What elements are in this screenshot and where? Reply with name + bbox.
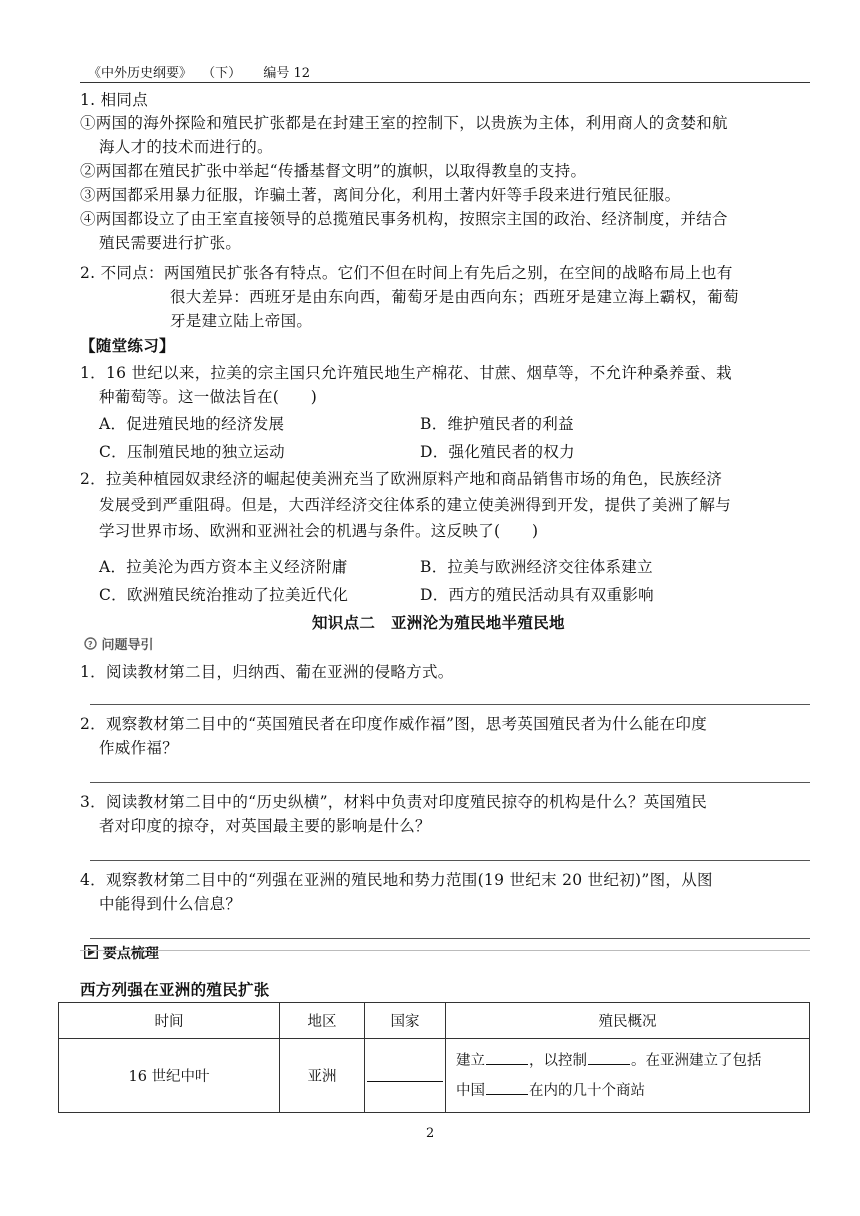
guide-label <box>84 634 154 654</box>
summary-label <box>84 943 159 963</box>
same-p2: ②两国都在殖民扩张中举起“传播基督文明”的旗帜，以取得教皇的支持。 <box>80 162 587 180</box>
q2-option-d[interactable]: D．西方的殖民活动具有双重影响 <box>420 586 654 604</box>
summary-title: 要点梳理 <box>102 946 159 962</box>
detail-a1: 建立 <box>456 1052 485 1069</box>
guide-q3a: 3．阅读教材第二目中的“历史纵横”，材料中负责对印度殖民掠夺的机构是什么？英国殖民 <box>80 793 708 811</box>
detail-b2: 在内的几十个商站 <box>529 1082 645 1099</box>
th-time: 时间 <box>59 1003 280 1039</box>
q2-line-a: 2．拉美种植园奴隶经济的崛起使美洲充当了欧洲原料产地和商品销售市场的角色，民族经济 <box>80 470 723 488</box>
guide-q1: 1．阅读教材第二目，归纳西、葡在亚洲的侵略方式。 <box>80 663 454 681</box>
q1-option-d[interactable]: D．强化殖民者的权力 <box>420 443 575 461</box>
colonial-table <box>58 1002 810 1113</box>
question-bubble-icon <box>84 637 97 654</box>
guide-q2b: 作威作福？ <box>99 739 179 757</box>
same-p4b: 殖民需要进行扩张。 <box>99 234 242 252</box>
guide-label-text: 问题导引 <box>101 638 154 653</box>
summary-subtitle: 西方列强在亚洲的殖民扩张 <box>80 980 270 999</box>
q2-option-c[interactable]: C．欧洲殖民统治推动了拉美近代化 <box>99 586 349 604</box>
q2-line-c: 学习世界市场、欧洲和亚洲社会的机遇与条件。这反映了( ) <box>99 522 539 540</box>
cell-detail <box>446 1039 810 1113</box>
q1-line-a: 1．16 世纪以来，拉美的宗主国只允许殖民地生产棉花、甘蔗、烟草等，不允许种桑养蚕、栽 <box>80 364 732 382</box>
guide-q3b: 者对印度的掠夺，对英国最主要的影响是什么？ <box>99 817 431 835</box>
page-number: 2 <box>426 1126 435 1141</box>
same-p1b: 海人才的技术而进行的。 <box>99 138 273 156</box>
cell-time: 16 世纪中叶 <box>59 1039 280 1113</box>
play-box-icon <box>84 945 98 963</box>
answer-line-4[interactable] <box>90 938 810 939</box>
summary-band <box>80 950 810 951</box>
table-row <box>59 1039 810 1113</box>
blank-3[interactable] <box>486 1080 528 1095</box>
q1-line-b: 种葡萄等。这一做法旨在( ) <box>99 388 318 406</box>
blank-1[interactable] <box>486 1050 528 1065</box>
guide-q2a: 2．观察教材第二目中的“英国殖民者在印度作威作福”图，思考英国殖民者为什么能在印度 <box>80 715 708 733</box>
th-country: 国家 <box>365 1003 446 1039</box>
diff-b: 很大差异：西班牙是由东向西，葡萄牙是由西向东；西班牙是建立海上霸权，葡萄 <box>170 288 739 306</box>
diff-c: 牙是建立陆上帝国。 <box>170 312 313 330</box>
q2-option-b[interactable]: B．拉美与欧洲经济交往体系建立 <box>420 558 653 576</box>
same-title: 1. 相同点 <box>80 91 149 109</box>
q1-option-b[interactable]: B．维护殖民者的利益 <box>420 415 574 433</box>
guide-q4b: 中能得到什么信息？ <box>99 895 242 913</box>
q2-line-b: 发展受到严重阻碍。但是，大西洋经济交往体系的建立使美洲得到开发，提供了美洲了解与 <box>99 496 732 514</box>
detail-b1: 中国 <box>456 1082 485 1099</box>
answer-line-2[interactable] <box>90 782 810 783</box>
q1-option-c[interactable]: C．压制殖民地的独立运动 <box>99 443 285 461</box>
practice-title: 【随堂练习】 <box>80 336 175 355</box>
detail-a3: 。在亚洲建立了包括 <box>631 1052 762 1069</box>
detail-a2: ，以控制 <box>529 1052 587 1069</box>
q1-option-a[interactable]: A．促进殖民地的经济发展 <box>99 415 285 433</box>
diff-a: 2. 不同点：两国殖民扩张各有特点。它们不但在时间上有先后之别，在空间的战略布局上也有 <box>80 264 733 282</box>
answer-line-3[interactable] <box>90 860 810 861</box>
same-p3: ③两国都采用暴力征服，诈骗土著，离间分化，利用土著内奸等手段来进行殖民征服。 <box>80 186 681 204</box>
th-region: 地区 <box>280 1003 365 1039</box>
cell-region: 亚洲 <box>280 1039 365 1113</box>
th-detail: 殖民概况 <box>446 1003 810 1039</box>
kp2-title: 知识点二 亚洲沦为殖民地半殖民地 <box>312 613 565 632</box>
header-rule <box>80 82 810 83</box>
table-header-row <box>59 1003 810 1039</box>
q2-option-a[interactable]: A．拉美沦为西方资本主义经济附庸 <box>99 558 348 576</box>
header-num: 编号 12 <box>263 66 310 81</box>
blank-2[interactable] <box>588 1050 630 1065</box>
svg-text:?: ? <box>88 640 93 649</box>
guide-q4a: 4．观察教材第二目中的“列强在亚洲的殖民地和势力范围(19 世纪末 20 世纪初)”图，从图 <box>80 871 713 889</box>
same-p1a: ①两国的海外探险和殖民扩张都是在封建王室的控制下，以贵族为主体，利用商人的贪婪和航 <box>80 114 728 132</box>
header-book: 《中外历史纲要》 <box>88 66 193 81</box>
detail-line-2 <box>456 1076 809 1106</box>
doc-header <box>88 62 310 81</box>
header-vol: （下） <box>202 66 242 81</box>
cell-country[interactable] <box>365 1039 446 1113</box>
same-p4a: ④两国都设立了由王室直接领导的总揽殖民事务机构，按照宗主国的政治、经济制度，并结合 <box>80 210 728 228</box>
answer-line-1[interactable] <box>90 704 810 705</box>
detail-line-1 <box>456 1046 809 1076</box>
country-blank[interactable] <box>367 1065 443 1082</box>
